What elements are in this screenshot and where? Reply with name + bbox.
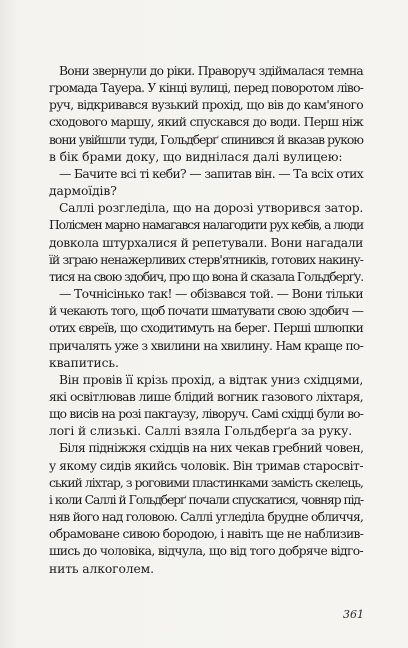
text-line: вони увійшли туди, Гольдберґ спинився й вказав рукою — [49, 132, 363, 147]
text-line: що висів на розі пакгаузу, ліворуч. Самі східці були во- — [49, 407, 363, 422]
text-line: й чекають того, щоб почати шматувати свою здобич — — [49, 304, 363, 319]
text-line: дармоїдів? — [49, 184, 117, 199]
text-line: квапитись. — [49, 355, 119, 370]
text-line: Саллі розгледіла, що на дорозі утворився затор. — [59, 201, 363, 216]
text-line: Полісмен марно намагався налагодити рух кебів, а люди — [49, 218, 363, 233]
text-line: сходового маршу, який спускався до води. Перш ніж — [49, 115, 363, 130]
text-line: які освітлював лише блідий вогник газового ліхтаря, — [49, 389, 363, 404]
text-line: Біля підніжжя східців на них чекав гребний човен, — [59, 441, 364, 456]
text-line: логі й слизькі. Саллі взяла Гольдберґа за руку. — [49, 424, 353, 439]
text-line: причалять уже з хвилини на хвилину. Нам краще по- — [49, 338, 363, 353]
text-line: і коли Саллі й Гольдберґ почали спускатися, човняр під- — [49, 492, 363, 507]
text-line: їй зграю ненажерливих стерв'ятників, готових накину- — [49, 252, 363, 267]
text-line: громада Тауера. У кінці вулиці, перед поворотом ліво- — [49, 81, 364, 96]
text-line: отих євреїв, що сходитимуть на берег. Перші шлюпки — [49, 321, 363, 336]
text-line: обрамоване сивою бородою, і навіть ще не наблизив- — [49, 527, 364, 542]
text-line: шись до чоловіка, відчула, що від того добряче відго- — [49, 544, 363, 559]
text-line: — Точнісінько так! — обізвався той. — Вони тільки — [59, 287, 363, 302]
text-line: — Бачите всі ті кеби? — запитав він. — Та всіх отих — [59, 166, 363, 181]
text-line: у якому сидів якийсь чоловік. Він тримав старосвіт- — [49, 458, 363, 473]
text-line: Вони звернули до ріки. Праворуч здіймалася темна — [59, 64, 363, 78]
body-text — [49, 63, 363, 578]
text-line: довкола штурхалися й репетували. Вони нагадали — [49, 235, 363, 250]
text-line: тися на свою здобич, про що вона й сказала Гольдберґу. — [49, 269, 364, 284]
text-line: в бік брами доку, що виднілася далі вулицею: — [49, 149, 343, 164]
text-line: нить алкоголем. — [49, 561, 154, 576]
text-line: руч, відкривався вузький прохід, що вів до кам'яного — [49, 98, 363, 113]
text-line: ський ліхтар, з роговими пластинками замість скелець, — [49, 475, 363, 490]
page-number: 361 — [343, 608, 364, 621]
text-line: няв його над головою. Саллі угледіла брудне обличчя, — [49, 510, 363, 525]
text-line: Він провів її крізь прохід, а відтак униз східцями, — [59, 372, 363, 387]
